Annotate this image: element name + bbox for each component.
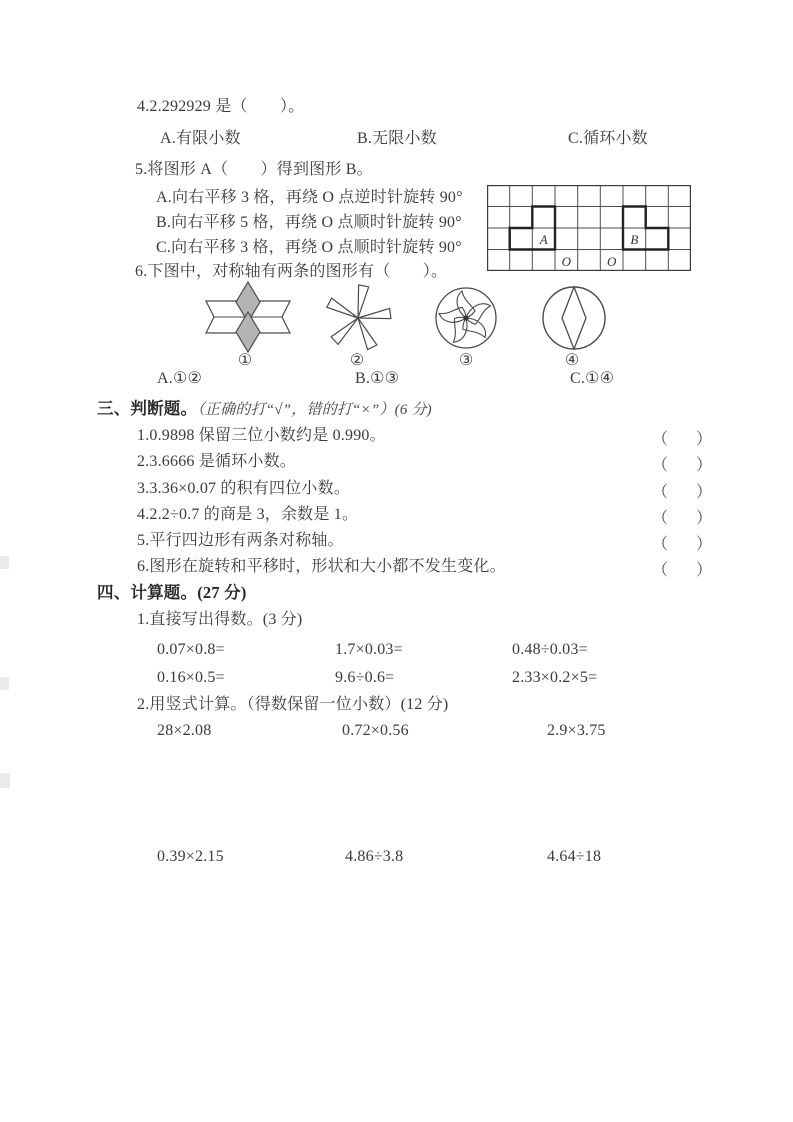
answer-paren-close-6: ） — [696, 562, 713, 579]
answer-paren-close-4: ） — [696, 510, 713, 527]
label-shape-a: A — [539, 232, 548, 247]
judgment-item-3: 3.3.36×0.07 的积有四位小数。 — [137, 480, 351, 497]
swirl-flower-circle-figure — [424, 286, 508, 352]
rhombus-in-circle-figure — [538, 285, 610, 353]
judgment-item-2: 2.3.6666 是循环小数。 — [137, 453, 297, 470]
q4-option-c: C.循环小数 — [568, 130, 648, 147]
vertical-calc-expression: 2.9×3.75 — [547, 722, 606, 739]
judgment-item-1: 1.0.9898 保留三位小数约是 0.990。 — [137, 427, 386, 444]
vertical-calc-expression: 4.86÷3.8 — [345, 848, 404, 865]
mental-calc-expression: 9.6÷0.6= — [335, 669, 395, 686]
vertical-calc-expression: 4.64÷18 — [547, 848, 602, 865]
question-4-text: 4.2.292929 是（ ）。 — [137, 98, 305, 115]
label-shape-b: B — [630, 232, 639, 247]
figure-3-number: ③ — [458, 352, 474, 369]
calc-part1-title: 1.直接写出得数。(3 分) — [137, 611, 303, 628]
answer-paren-close-1: ） — [696, 431, 713, 448]
section-3-title: 三、判断题。 — [97, 399, 198, 418]
mental-calc-expression: 0.07×0.8= — [157, 641, 225, 658]
answer-paren-open-3: （ — [652, 484, 669, 501]
answer-paren-open-1: （ — [652, 431, 669, 448]
vertical-calc-expression: 0.72×0.56 — [342, 722, 409, 739]
figure-2-number: ② — [349, 352, 365, 369]
q5-option-b: B.向右平移 5 格，再绕 O 点顺时针旋转 90° — [156, 214, 462, 231]
translation-rotation-grid-figure — [487, 185, 691, 271]
answer-paren-open-4: （ — [652, 510, 669, 527]
calc-part2-title: 2.用竖式计算。（得数保留一位小数）(12 分) — [137, 696, 449, 713]
label-o-left: O — [561, 254, 571, 269]
diamond-ribbon-star-figure — [200, 281, 296, 353]
q6-option-b: B.①③ — [355, 370, 400, 387]
scan-artifact — [0, 773, 10, 788]
section-3-header — [97, 399, 432, 420]
mental-calc-expression: 0.48÷0.03= — [512, 641, 588, 658]
vertical-calc-expression: 28×2.08 — [157, 722, 212, 739]
answer-paren-close-5: ） — [696, 536, 713, 553]
pinwheel-figure — [312, 281, 408, 353]
judgment-item-4: 4.2.2÷0.7 的商是 3，余数是 1。 — [137, 506, 359, 523]
figure-4-number: ④ — [564, 352, 580, 369]
q5-option-a: A.向右平移 3 格，再绕 O 点逆时针旋转 90° — [156, 189, 463, 206]
q6-option-c: C.①④ — [570, 370, 615, 387]
figure-1-number: ① — [237, 352, 253, 369]
judgment-item-5: 5.平行四边形有两条对称轴。 — [137, 532, 344, 549]
q4-option-b: B.无限小数 — [357, 130, 437, 147]
answer-paren-open-5: （ — [652, 536, 669, 553]
scan-artifact — [0, 677, 9, 690]
mental-calc-expression: 0.16×0.5= — [157, 669, 225, 686]
scan-artifact — [0, 556, 9, 569]
q5-option-c: C.向右平移 3 格，再绕 O 点顺时针旋转 90° — [156, 239, 462, 256]
answer-paren-close-2: ） — [696, 457, 713, 474]
question-5-text: 5.将图形 A（ ）得到图形 B。 — [135, 161, 373, 178]
question-6-text: 6.下图中，对称轴有两条的图形有（ ）。 — [135, 263, 448, 280]
answer-paren-open-6: （ — [652, 562, 669, 579]
q6-option-a: A.①② — [157, 370, 203, 387]
judgment-item-6: 6.图形在旋转和平移时，形状和大小都不发生变化。 — [137, 558, 506, 575]
mental-calc-expression: 1.7×0.03= — [335, 641, 403, 658]
section-3-subtitle: （正确的打“√”，错的打“×”）(6 分) — [197, 402, 432, 418]
mental-calc-expression: 2.33×0.2×5= — [512, 669, 598, 686]
vertical-calc-expression: 0.39×2.15 — [157, 848, 224, 865]
label-o-right: O — [607, 254, 617, 269]
section-4-title: 四、计算题。(27 分) — [97, 583, 247, 602]
answer-paren-close-3: ） — [696, 484, 713, 501]
q4-option-a: A.有限小数 — [160, 130, 241, 147]
answer-paren-open-2: （ — [652, 457, 669, 474]
